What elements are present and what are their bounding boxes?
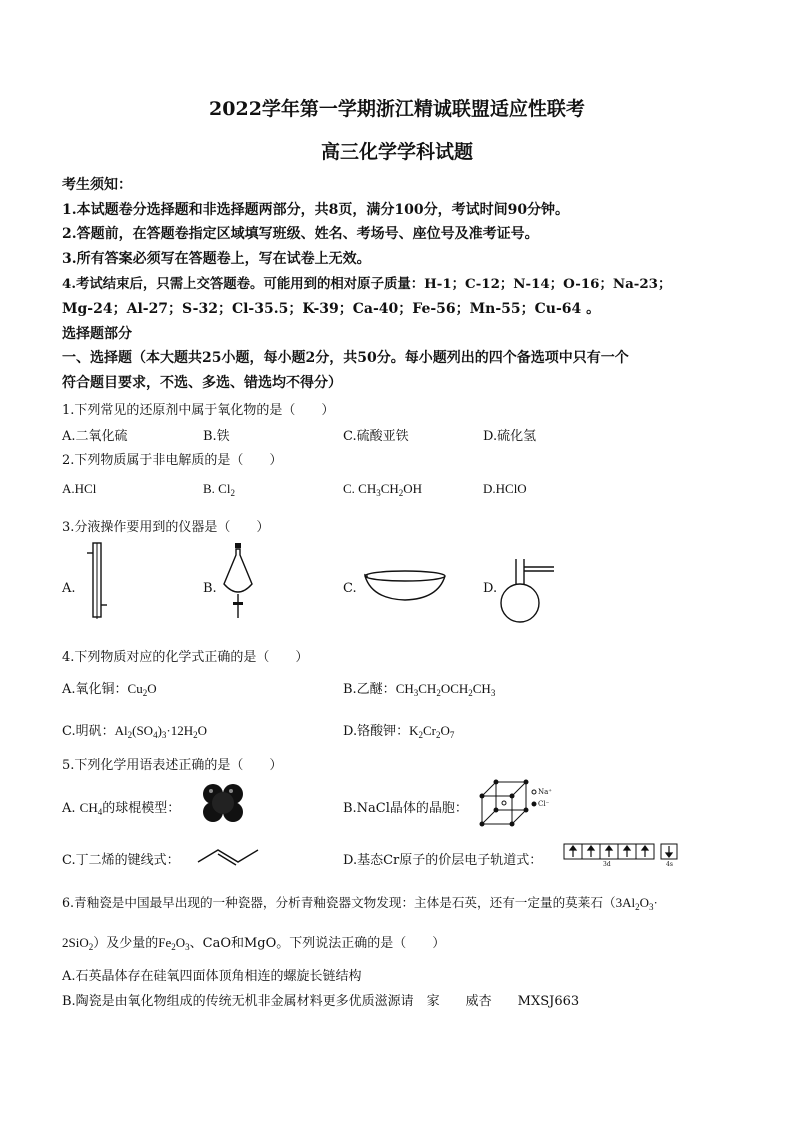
q2-c-text: C. CH <box>343 481 377 496</box>
q2-c-text: OH <box>403 481 423 496</box>
notice-item: 4.考试结束后，只需上交答题卷。可能用到的相对原子质量：H-1；C-12；N-14；O-16；Na-23； <box>62 276 672 292</box>
q2-option-d: D.HClO <box>483 481 527 496</box>
q2-option-b <box>203 481 235 497</box>
question-2-stem: 2.下列物质属于非电解质的是（ ） <box>62 453 283 468</box>
methane-ball-model <box>198 780 248 826</box>
condenser-image <box>84 541 110 621</box>
section-label: 选择题部分 <box>62 326 132 342</box>
q4-b-label: B.乙醚： <box>343 682 396 697</box>
q2-b-text: B. Cl <box>203 481 231 496</box>
notice-item: 2.答题前，在答题卷指定区域填写班级、姓名、考场号、座位号及准考证号。 <box>62 226 539 242</box>
q3-option-a: A. <box>62 581 76 596</box>
orbital-4s-label: 4s <box>666 861 673 868</box>
orbital-3d-label: 3d <box>603 861 611 868</box>
butadiene-bond-line <box>196 842 262 866</box>
q5-option-d: D.基态Cr原子的价层电子轨道式： <box>343 853 543 868</box>
q5-option-b: B.NaCl晶体的晶胞： <box>343 801 468 816</box>
q6-stem-text: 6.青釉瓷是中国最早出现的一种瓷器，分析青釉瓷器文物发现：主体是石英，还有一定量的莫莱石（ <box>62 895 616 910</box>
question-6-stem: 6.青釉瓷是中国最早出现的一种瓷器，分析青釉瓷器文物发现：主体是石英，还有一定量的莫莱石（$3Al_2O_3\cdot$ <box>62 895 658 912</box>
q1-option-a: A.二氧化硫 <box>62 429 128 444</box>
subject-title: 高三化学学科试题 <box>320 141 473 163</box>
notice-heading: 考生须知： <box>62 177 132 193</box>
question-1-stem: 1.下列常见的还原剂中属于氧化物的是（ ） <box>62 403 335 418</box>
question-6-stem-cont: 2SiO$_2$）及少量的$Fe_2O_3$、CaO和MgO。下列说法正确的是（ ） <box>62 935 446 952</box>
q3-option-d: D. <box>483 581 498 596</box>
q4-option-c: C.明矾：$Al_2(SO_4)_3\cdot 12H_2O$ <box>62 723 208 740</box>
q4-option-b: B.乙醚：$CH_3CH_2OCH_2CH_3$ <box>343 681 496 698</box>
q4-c-label: C.明矾： <box>62 724 115 739</box>
legend-cl: Cl⁻ <box>538 800 550 808</box>
q2-option-a: A.HCl <box>62 481 97 496</box>
q4-option-d: D.铬酸钾：$K_2Cr_2O_7$ <box>343 723 455 740</box>
q1-option-d: D.硫化氢 <box>483 429 537 444</box>
question-5-stem: 5.下列化学用语表述正确的是（ ） <box>62 758 283 773</box>
legend-na: Na⁺ <box>538 788 552 796</box>
q1-option-c: C.硫酸亚铁 <box>343 429 409 444</box>
notice-item: Mg-24；Al-27；S-32；Cl-35.5；K-39；Ca-40；Fe-56；Mn-55；Cu-64 。 <box>62 301 601 317</box>
q3-option-c: C. <box>343 581 357 596</box>
nacl-unit-cell <box>478 778 568 828</box>
section-intro: 一、选择题（本大题共25小题，每小题2分，共50分。每小题列出的四个备选项中只有一个 <box>62 350 629 366</box>
q1-option-b: B.铁 <box>203 429 230 444</box>
q4-option-a: A.氧化铜：$Cu_2O$ <box>62 681 157 698</box>
q6-option-a: A.石英晶体存在硅氧四面体顶角相连的螺旋长链结构 <box>62 969 362 984</box>
q5-option-c: C.丁二烯的键线式： <box>62 853 180 868</box>
separatory-funnel-image <box>220 542 256 620</box>
q6-stem-text: ）及少量的 <box>93 936 159 951</box>
evaporating-dish-image <box>362 569 448 603</box>
distilling-flask-image <box>500 557 558 625</box>
q5-option-a: A. $CH_4$的球棍模型： <box>62 800 181 817</box>
question-4-stem: 4.下列物质对应的化学式正确的是（ ） <box>62 650 309 665</box>
exam-title: 2022学年第一学期浙江精诚联盟适应性联考 <box>209 98 585 120</box>
q2-option-c: C. $CH_3CH_2OH$ <box>343 481 423 498</box>
q6-stem-text: 、CaO和MgO。下列说法正确的是（ ） <box>189 936 446 951</box>
q4-d-label: D.铬酸钾： <box>343 724 410 739</box>
q3-option-b: B. <box>203 581 217 596</box>
q2-b-sub: 2 <box>230 488 235 498</box>
notice-item: 1.本试题卷分选择题和非选择题两部分，共8页，满分100分，考试时间90分钟。 <box>62 202 570 218</box>
q5-a-label: 的球棍模型： <box>102 801 181 816</box>
q6-option-b: B.陶瓷是由氧化物组成的传统无机非金属材料更多优质滋源请 家 威杏 MXSJ663 <box>62 994 580 1009</box>
notice-item: 3.所有答案必须写在答题卷上，写在试卷上无效。 <box>62 251 371 267</box>
question-3-stem: 3.分液操作要用到的仪器是（ ） <box>62 520 270 535</box>
q4-a-label: A.氧化铜： <box>62 682 128 697</box>
section-intro: 符合题目要求，不选、多选、错选均不得分） <box>62 375 342 391</box>
q2-c-text: CH <box>380 481 399 496</box>
cr-orbital-diagram <box>563 842 681 864</box>
